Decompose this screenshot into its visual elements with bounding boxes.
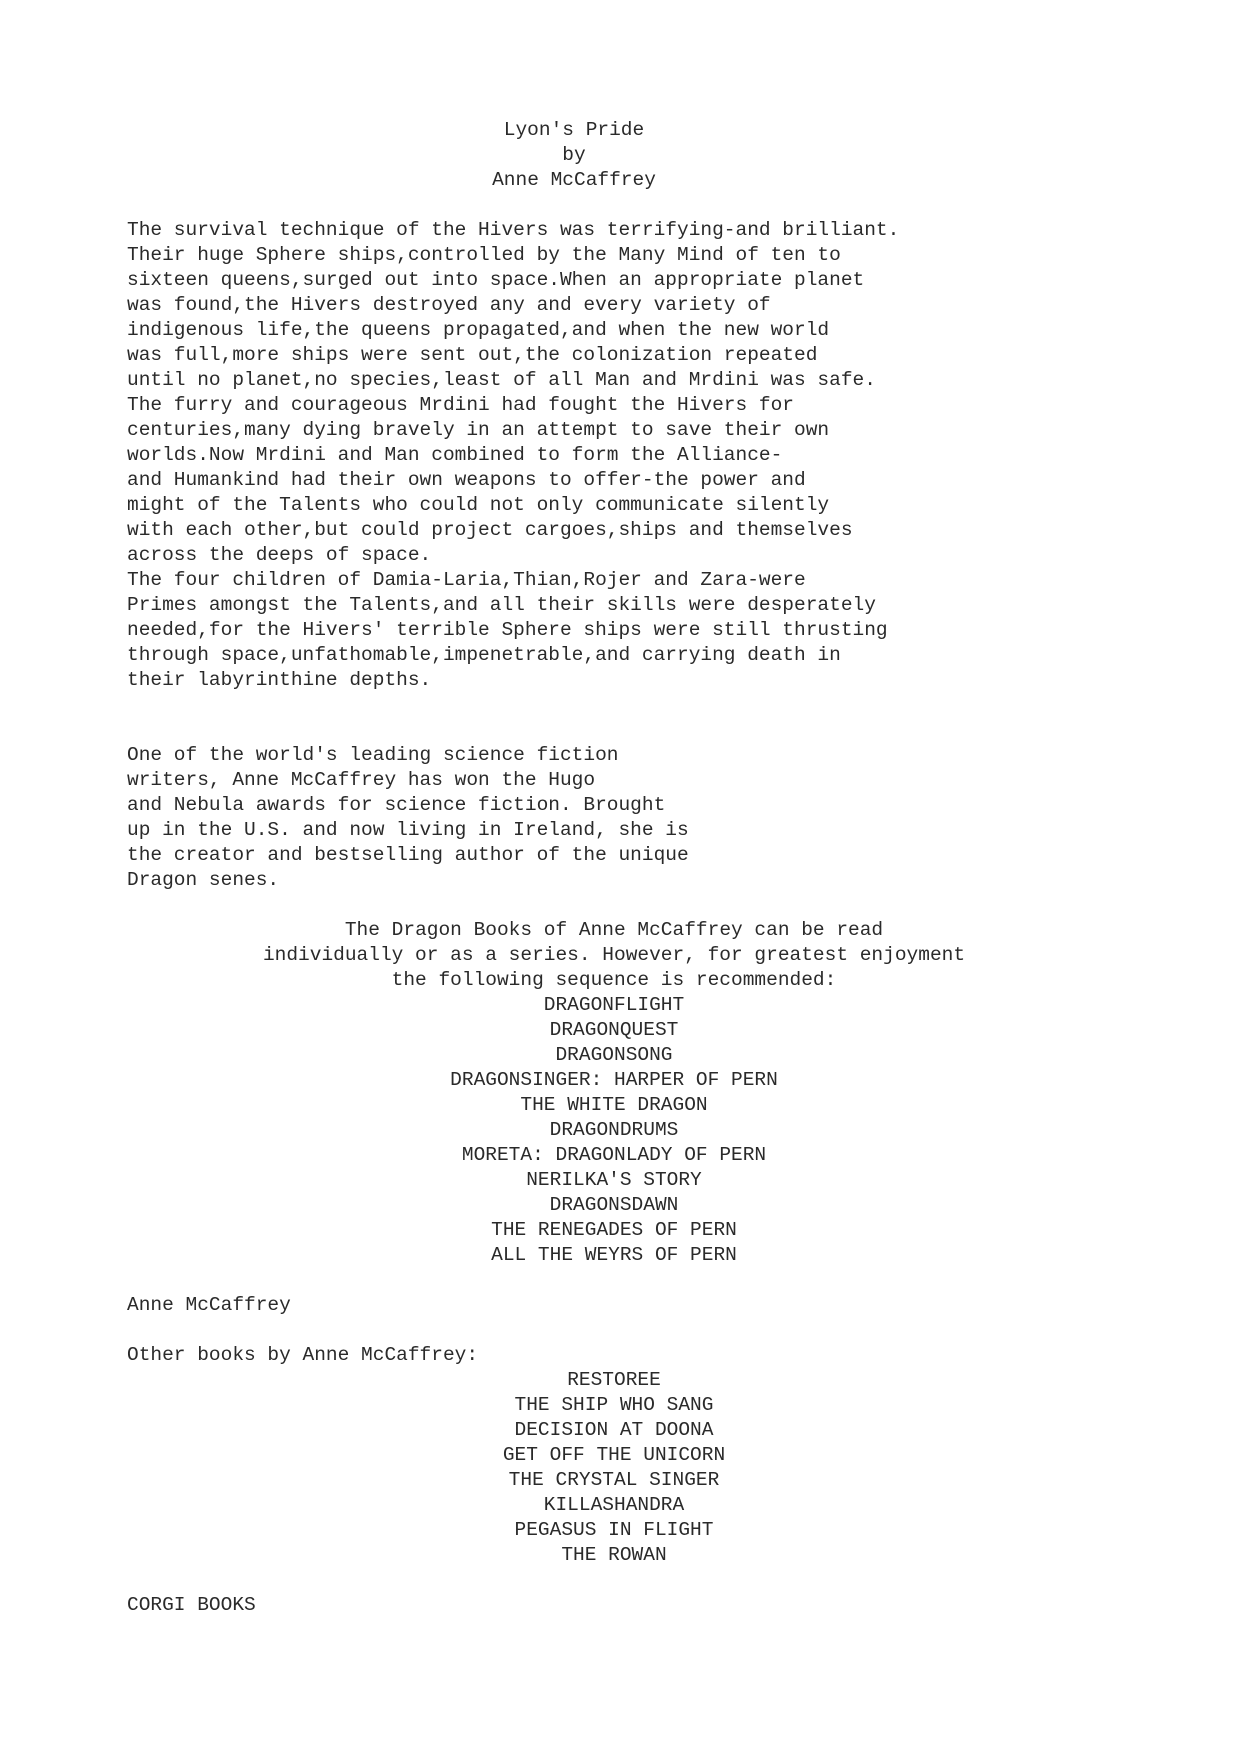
blurb-line: The survival technique of the Hivers was terrifying-and brilliant. <box>127 219 900 241</box>
bio-line: the creator and bestselling author of the unique <box>127 844 689 866</box>
book-title: Lyon's Pride <box>503 119 645 141</box>
other-book-title: GET OFF THE UNICORN <box>502 1444 726 1466</box>
dragon-book-title: THE RENEGADES OF PERN <box>491 1219 737 1241</box>
blurb-line: might of the Talents who could not only communicate silently <box>127 494 830 516</box>
other-book-title: DECISION AT DOONA <box>514 1419 714 1441</box>
bio-line: One of the world's leading science fiction <box>127 744 619 766</box>
signature-author: Anne McCaffrey <box>127 1294 291 1316</box>
blurb-line: until no planet,no species,least of all Man and Mrdini was safe. <box>127 369 876 391</box>
blurb-line: centuries,many dying bravely in an attempt to save their own <box>127 419 830 441</box>
dragon-book-title: DRAGONSONG <box>555 1044 673 1066</box>
bio-line: writers, Anne McCaffrey has won the Hugo <box>127 769 596 791</box>
dragon-book-title: DRAGONSINGER: HARPER OF PERN <box>450 1069 778 1091</box>
other-books-heading: Other books by Anne McCaffrey: <box>127 1344 479 1366</box>
blurb-line: sixteen queens,surged out into space.When an appropriate planet <box>127 269 865 291</box>
dragon-book-title: DRAGONFLIGHT <box>543 994 685 1016</box>
other-book-title: THE CRYSTAL SINGER <box>508 1469 720 1491</box>
blurb-line: The four children of Damia-Laria,Thian,Rojer and Zara-were <box>127 569 806 591</box>
dragon-intro-line: The Dragon Books of Anne McCaffrey can be read <box>344 919 884 941</box>
bio-line: Dragon senes. <box>127 869 280 891</box>
bio-line: and Nebula awards for science fiction. Brought <box>127 794 666 816</box>
by-line: by <box>562 144 586 166</box>
blurb-line: was full,more ships were sent out,the colonization repeated <box>127 344 818 366</box>
dragon-book-title: DRAGONSDAWN <box>549 1194 679 1216</box>
dragon-book-title: DRAGONQUEST <box>549 1019 679 1041</box>
author-bio <box>127 743 689 893</box>
other-book-title: THE SHIP WHO SANG <box>514 1394 714 1416</box>
other-book-title: KILLASHANDRA <box>543 1494 685 1516</box>
blurb-line: through space,unfathomable,impenetrable,and carrying death in <box>127 644 841 666</box>
blurb-text <box>127 218 899 693</box>
dragon-book-title: MORETA: DRAGONLADY OF PERN <box>461 1144 767 1166</box>
other-book-title: RESTOREE <box>567 1369 661 1391</box>
blurb-line: worlds.Now Mrdini and Man combined to form the Alliance- <box>127 444 783 466</box>
dragon-book-title: DRAGONDRUMS <box>549 1119 679 1141</box>
publisher-name: CORGI BOOKS <box>127 1594 256 1616</box>
bio-line: up in the U.S. and now living in Ireland, she is <box>127 819 689 841</box>
blurb-line: needed,for the Hivers' terrible Sphere ships were still thrusting <box>127 619 888 641</box>
other-book-title: PEGASUS IN FLIGHT <box>514 1519 714 1541</box>
blurb-line: indigenous life,the queens propagated,and when the new world <box>127 319 830 341</box>
blurb-line: across the deeps of space. <box>127 544 432 566</box>
blurb-line: and Humankind had their own weapons to offer-the power and <box>127 469 806 491</box>
blurb-line: Their huge Sphere ships,controlled by the Many Mind of ten to <box>127 244 841 266</box>
other-book-title: THE ROWAN <box>561 1544 667 1566</box>
dragon-book-title: NERILKA'S STORY <box>526 1169 702 1191</box>
author-name: Anne McCaffrey <box>492 169 656 191</box>
dragon-intro-line: the following sequence is recommended: <box>391 969 837 991</box>
blurb-line: with each other,but could project cargoes,ships and themselves <box>127 519 853 541</box>
blurb-line: Primes amongst the Talents,and all their skills were desperately <box>127 594 876 616</box>
dragon-book-title: ALL THE WEYRS OF PERN <box>491 1244 737 1266</box>
blurb-line: was found,the Hivers destroyed any and every variety of <box>127 294 771 316</box>
blurb-line: The furry and courageous Mrdini had fought the Hivers for <box>127 394 795 416</box>
dragon-intro-line: individually or as a series. However, for greatest enjoyment <box>262 944 966 966</box>
dragon-book-title: THE WHITE DRAGON <box>520 1094 708 1116</box>
blurb-line: their labyrinthine depths. <box>127 669 432 691</box>
